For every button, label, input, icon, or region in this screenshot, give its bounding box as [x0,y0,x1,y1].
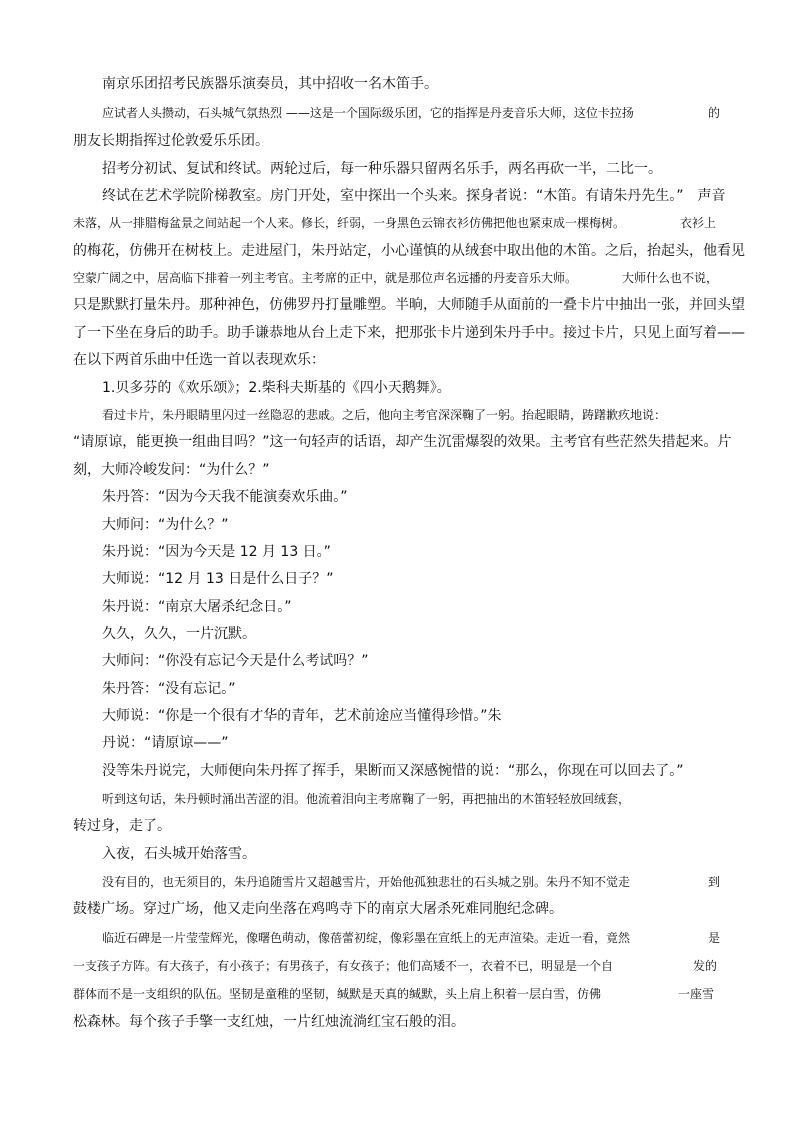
paragraph-11-line-4: 松森林。每个孩子手擎一支红烛，一片红烛流淌红宝石般的泪。 [73,1014,465,1030]
dialogue-line-9: 大师说：“你是一个很有才华的青年，艺术前途应当懂得珍惜。”朱 [102,708,502,724]
paragraph-11-line-1: 临近石碑是一片莹莹辉光，像曙色萌动，像蓓蕾初绽，像彩墨在宣纸上的无声渲染。走近一看，竟然 [102,931,631,945]
paragraph-11-line-3: 群体而不是一支组织的队伍。坚韧是童稚的坚韧，缄默是天真的缄默，头上肩上积着一层白雪，仿佛 [73,987,602,1001]
paragraph-11-line-2-end: 发的 [693,959,718,973]
paragraph-6-line-1: 看过卡片，朱丹眼睛里闪过一丝隐忍的悲戚。之后，他向主考官深深鞠了一躬。抬起眼睛，踌躇歉疚地说： [102,408,667,422]
dialogue-line-8: 朱丹答：“没有忘记。” [102,681,236,697]
dialogue-line-2: 大师问：“为什么？” [102,517,229,533]
paragraph-11-line-3-end: 一座雪 [678,987,715,1001]
paragraph-3: 招考分初试、复试和终试。两轮过后，每一种乐器只留两名乐手，两名再砍一半，二比一。 [102,161,662,177]
paragraph-6-line-2: “请原谅，能更换一组曲目吗？”这一句轻声的话语，却产生沉雷爆裂的效果。主考官有些茫然失措起来。片 [73,434,732,450]
dialogue-line-5: 朱丹说：“南京大屠杀纪念日。” [102,599,292,615]
dialogue-line-10: 丹说：“请原谅——” [102,735,229,751]
paragraph-6-line-3: 刻，大师冷峻发问：“为什么？” [73,462,270,478]
paragraph-11-line-2: 一支孩子方阵。有大孩子，有小孩子；有男孩子，有女孩子；他们高矮不一，衣着不已，明显是一个自 [73,959,614,973]
paragraph-4-line-4: 空蒙广阔之中，居高临下排着一列主考官。主考席的正中，就是那位声名远播的丹麦音乐大师。 [73,271,578,285]
paragraph-2-line-1: 应试者人头攒动，石头城气氛热烈 ——这是一个国际级乐团，它的指挥是丹麦音乐大师，这位卡拉扬 [102,106,634,120]
paragraph-4-line-1: 终试在艺术学院阶梯教室。房门开处，室中探出一个头来。探身者说：“木笛。有请朱丹先生。” 声音 [102,188,726,204]
paragraph-2-line-2: 朋友长期指挥过伦敦爱乐乐团。 [73,133,269,149]
dialogue-line-6: 久久，久久，一片沉默。 [102,626,256,642]
paragraph-4-line-7: 在以下两首乐曲中任选一首以表现欢乐： [73,352,325,368]
dialogue-line-3: 朱丹说：“因为今天是 12 月 13 日。” [102,544,331,560]
paragraph-4-line-2: 未落，从一排腊梅盆景之间站起一个人来。修长，纤弱，一身黑色云锦衣衫仿佛把他也紧束成一棵梅树。 [73,216,626,230]
paragraph-4-line-5: 只是默默打量朱丹。那种神色，仿佛罗丹打量雕塑。半晌，大师随手从面前的一叠卡片中抽出一张，并回头望 [73,297,745,313]
paragraph-10-line-1-end: 到 [708,875,721,889]
paragraph-8-line-2: 转过身，走了。 [73,818,171,834]
dialogue-line-7: 大师问：“你没有忘记今天是什么考试吗？” [102,653,369,669]
paragraph-4-line-2-end: 衣衫上 [680,216,717,230]
paragraph-9: 入夜，石头城开始落雪。 [102,846,256,862]
paragraph-1: 南京乐团招考民族器乐演奏员，其中招收一名木笛手。 [102,76,438,92]
paragraph-10-line-2: 鼓楼广场。穿过广场，他又走向坐落在鸡鸣寺下的南京大屠杀死难同胞纪念碑。 [73,901,563,917]
dialogue-line-1: 朱丹答：“因为今天我不能演奏欢乐曲。” [102,489,348,505]
paragraph-7: 没等朱丹说完，大师便向朱丹挥了挥手，果断而又深感惋惜的说：“那么，你现在可以回去了。” [102,763,684,779]
dialogue-line-4: 大师说：“12 月 13 日是什么日子？” [102,571,334,587]
paragraph-4-line-4-end: 大师什么也不说， [622,271,719,285]
paragraph-4-line-3: 的梅花，仿佛开在树枝上。走进屋门，朱丹站定，小心谨慎的从绒套中取出他的木笛。之后，抬起头，他看见 [73,243,745,259]
paragraph-11-line-1-end: 是 [708,931,721,945]
paragraph-2-line-1-end: 的 [708,106,721,120]
paragraph-4-line-6: 了一下坐在身后的助手。助手谦恭地从台上走下来，把那张卡片递到朱丹手中。接过卡片，只见上面写着—— [73,325,745,341]
paragraph-8-line-1: 听到这句话，朱丹顿时涌出苦涩的泪。他流着泪向主考席鞠了一躬，再把抽出的木笛轻轻放回绒套， [102,792,631,806]
paragraph-10-line-1: 没有目的，也无须目的，朱丹追随雪片又超越雪片，开始他孤独悲壮的石头城之别。朱丹不知不觉走 [102,875,631,889]
paragraph-5: 1.贝多芬的《欢乐颂》；2.柴科夫斯基的《四小天鹅舞》。 [102,380,451,396]
